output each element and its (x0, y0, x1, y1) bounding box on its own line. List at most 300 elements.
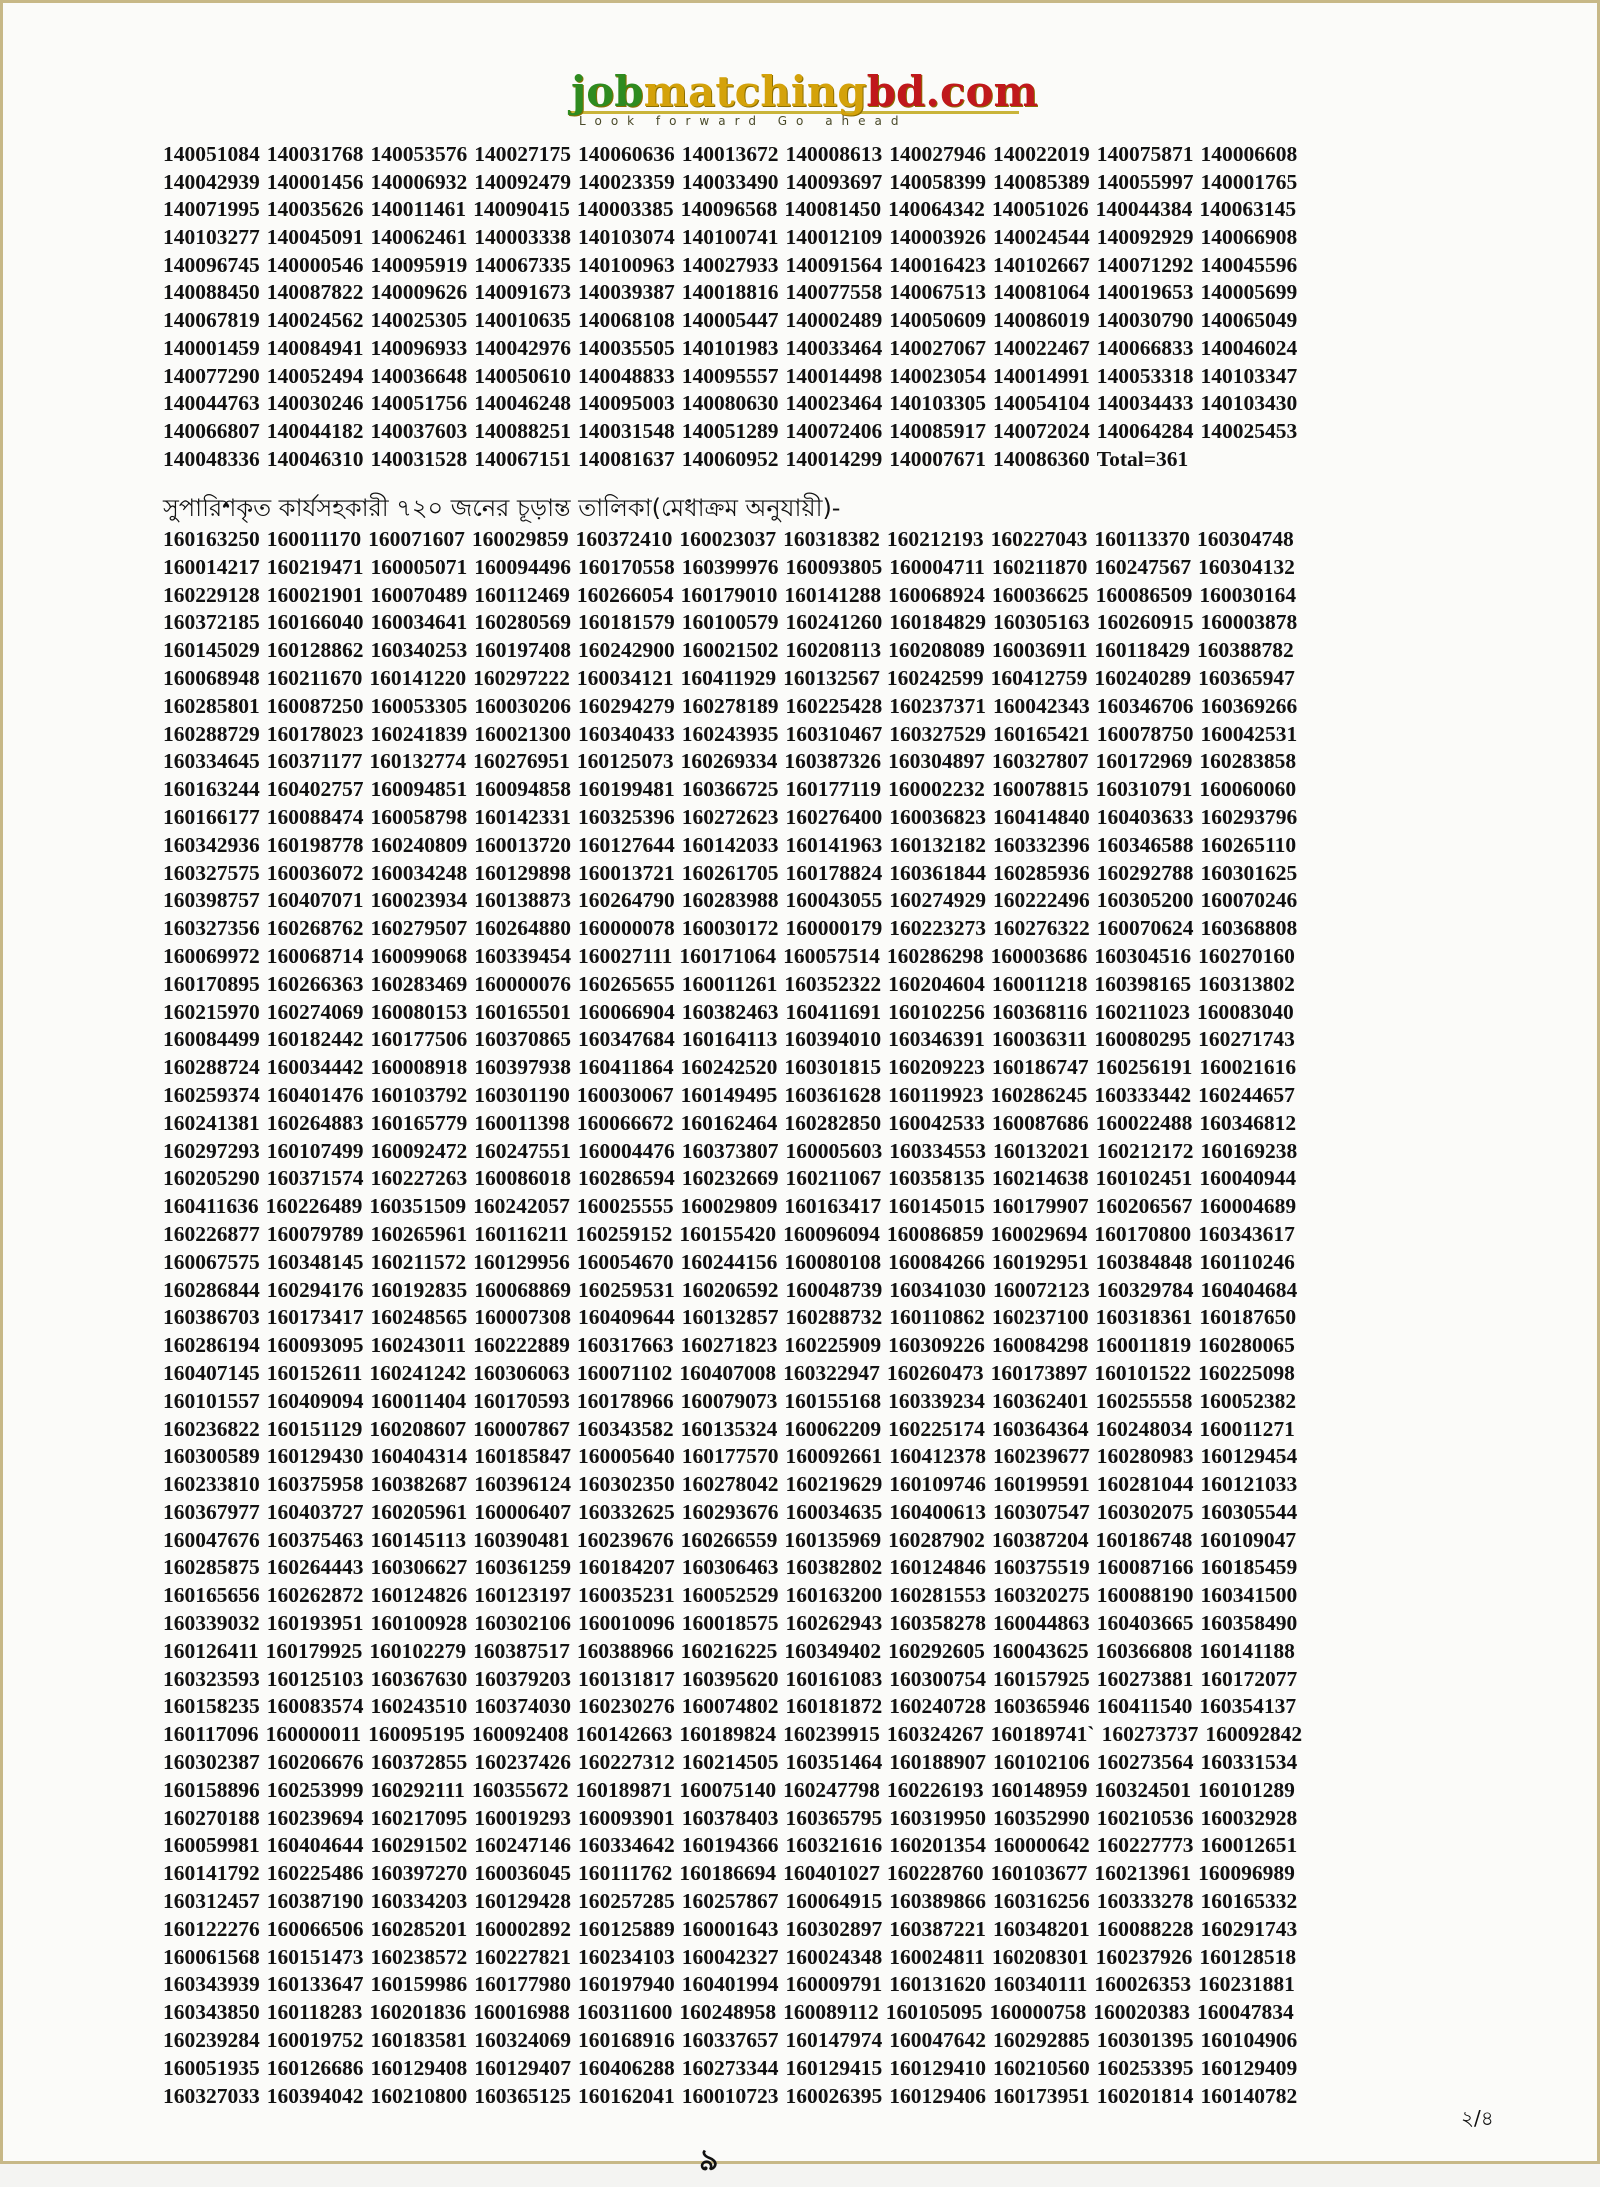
roll-list-section-2 (163, 526, 1453, 2110)
roll-number: 160279507 (370, 916, 468, 941)
roll-number: 160034248 (370, 860, 468, 885)
roll-number: 160348201 (993, 1916, 1090, 1941)
roll-number: 160343850 (163, 2000, 260, 2025)
roll-number: 160163417 (784, 1194, 882, 1219)
roll-number: 140095557 (681, 363, 779, 388)
roll-number: 160201836 (369, 2000, 467, 2025)
roll-number: 160302350 (578, 1472, 675, 1497)
roll-number: 140060952 (681, 446, 779, 471)
roll-number: 160011271 (1199, 1416, 1295, 1441)
roll-number: 160094851 (370, 777, 468, 802)
roll-number: 160208113 (785, 638, 882, 663)
roll-number: 160117096 (163, 1722, 259, 1747)
roll-number: 160169238 (1200, 1138, 1298, 1163)
roll-number: 140096568 (680, 197, 778, 222)
roll-number: 160093805 (785, 554, 883, 579)
roll-number: 160036072 (266, 860, 364, 885)
roll-number: 160367977 (163, 1499, 260, 1524)
roll-number: 160021616 (1199, 1055, 1297, 1080)
roll-number: 160074802 (681, 1694, 779, 1719)
roll-number: 160159986 (370, 1972, 468, 1997)
roll-number: 140072024 (993, 418, 1090, 443)
roll-number: 160237371 (889, 693, 986, 718)
roll-number: 160173951 (993, 2083, 1090, 2108)
roll-number: 160334645 (163, 749, 260, 774)
roll-number: 160029809 (680, 1194, 778, 1219)
roll-number: 140092929 (1096, 225, 1194, 250)
roll-number: 160237426 (474, 1750, 571, 1775)
roll-number: 160119923 (888, 1082, 984, 1107)
number-row (163, 1916, 1453, 1944)
roll-number: 160286594 (578, 1166, 675, 1191)
roll-number: 140003926 (889, 225, 986, 250)
roll-number: 160339234 (888, 1388, 985, 1413)
roll-number: 160177980 (474, 1972, 571, 1997)
number-row (163, 446, 1453, 474)
roll-number: 160226193 (886, 1777, 984, 1802)
roll-number: 160227263 (370, 1166, 468, 1191)
roll-number: 160297222 (473, 665, 570, 690)
roll-number: 160211572 (370, 1249, 467, 1274)
roll-number: 140034433 (1096, 391, 1194, 416)
roll-number: 160208607 (369, 1416, 467, 1441)
roll-number: 160244156 (680, 1249, 778, 1274)
roll-number: 160397938 (474, 1055, 571, 1080)
roll-number: 160178824 (785, 860, 883, 885)
roll-number: 160293796 (1200, 804, 1298, 829)
roll-number: 160010723 (681, 2083, 779, 2108)
roll-number: 140064284 (1096, 418, 1194, 443)
roll-number: 160351464 (785, 1750, 883, 1775)
roll-number: 160092472 (370, 1138, 468, 1163)
roll-number: 160333278 (1096, 1889, 1194, 1914)
roll-number: 140077290 (163, 363, 260, 388)
roll-number: 160087250 (266, 693, 364, 718)
roll-number: 160123197 (474, 1583, 571, 1608)
roll-number: 160162464 (680, 1110, 778, 1135)
number-row (163, 1749, 1453, 1777)
roll-number: 160043055 (785, 888, 883, 913)
roll-number: 160271823 (680, 1333, 778, 1358)
roll-number: 160412759 (990, 665, 1088, 690)
roll-number: 160327529 (889, 721, 986, 746)
roll-number: 160101557 (163, 1388, 260, 1413)
roll-number: 160165501 (474, 999, 571, 1024)
roll-number: 160318382 (783, 527, 880, 551)
roll-number: 160276400 (785, 804, 883, 829)
roll-number: 160373807 (681, 1138, 779, 1163)
roll-number: 160227043 (990, 527, 1088, 551)
logo-tagline: Look forward Go ahead (571, 111, 1019, 128)
roll-number: 160287902 (888, 1527, 985, 1552)
roll-number: 140010635 (474, 308, 571, 333)
roll-number: 160278189 (681, 693, 779, 718)
roll-number: 160382802 (785, 1555, 883, 1580)
roll-number: 160401994 (681, 1972, 779, 1997)
roll-number: 140001456 (266, 169, 364, 194)
roll-number: 160096094 (783, 1221, 880, 1246)
roll-number: 160257867 (681, 1889, 779, 1914)
roll-number: 160129408 (370, 2055, 468, 2080)
roll-number: 160192835 (370, 1277, 468, 1302)
roll-number: 160178966 (576, 1388, 674, 1413)
roll-number: 160179907 (991, 1194, 1089, 1219)
roll-number: 160018575 (681, 1611, 779, 1636)
roll-number: 140088251 (474, 418, 571, 443)
roll-number: 160187650 (1199, 1305, 1297, 1330)
roll-number: 160347684 (578, 1027, 675, 1052)
number-row (163, 609, 1453, 637)
roll-number: 160000179 (785, 916, 883, 941)
roll-number: 160260473 (886, 1360, 984, 1385)
roll-number: 160205290 (163, 1166, 260, 1191)
roll-number: 160312457 (163, 1889, 260, 1914)
number-row (163, 1054, 1453, 1082)
roll-number: 160343582 (576, 1416, 674, 1441)
roll-number: 160278042 (681, 1472, 779, 1497)
roll-number: 160394010 (784, 1027, 882, 1052)
roll-number: 160346812 (1199, 1110, 1297, 1135)
roll-number: 160219629 (785, 1472, 883, 1497)
roll-number: 160092661 (785, 1444, 883, 1469)
roll-number: 160371574 (266, 1166, 364, 1191)
roll-number: 160068948 (163, 665, 260, 690)
roll-number: 160259152 (575, 1221, 673, 1246)
roll-number: 160351509 (369, 1194, 467, 1219)
roll-number: 160070246 (1200, 888, 1298, 913)
roll-number: 160132774 (369, 749, 467, 774)
roll-number: 160346588 (1096, 832, 1194, 857)
roll-number: 160242599 (886, 665, 984, 690)
roll-number: 160155168 (784, 1388, 882, 1413)
roll-number: 160222496 (993, 888, 1090, 913)
roll-number: 160274069 (266, 999, 364, 1024)
roll-number: 140042976 (474, 335, 571, 360)
roll-number: 160241381 (163, 1110, 260, 1135)
roll-number: 160398165 (1094, 971, 1192, 996)
roll-number: 160305200 (1096, 888, 1194, 913)
roll-number: 160387204 (991, 1527, 1089, 1552)
roll-number: 140035505 (578, 335, 675, 360)
number-row (163, 1944, 1453, 1972)
roll-number: 160327033 (163, 2083, 260, 2108)
roll-number: 140023464 (785, 391, 883, 416)
section-heading: সুপারিশকৃত কার্যসহকারী ৭২০ জনের চূড়ান্ত তালিকা(মেধাক্রম অনুযায়ী)- (163, 494, 841, 522)
roll-number: 160011170 (266, 527, 362, 551)
roll-number: 140081450 (784, 197, 882, 222)
roll-number: 160068714 (266, 943, 364, 968)
roll-number: 160029694 (990, 1221, 1088, 1246)
roll-number: 160317663 (576, 1333, 674, 1358)
roll-number: 160158896 (163, 1777, 260, 1802)
roll-number: 160407071 (266, 888, 364, 913)
roll-number: 160386703 (163, 1305, 260, 1330)
roll-number: 160165421 (993, 721, 1090, 746)
roll-number: 140066908 (1200, 225, 1298, 250)
roll-number: 160271743 (1198, 1027, 1295, 1052)
roll-number: 140062461 (370, 225, 468, 250)
roll-number: 160239284 (163, 2028, 260, 2053)
roll-number: 160211870 (991, 554, 1088, 579)
roll-number: 140008613 (785, 142, 883, 166)
roll-number: 160411864 (578, 1055, 674, 1080)
roll-number: 160401476 (266, 1082, 364, 1107)
roll-number: 160241839 (370, 721, 468, 746)
roll-number: 160205961 (370, 1499, 468, 1524)
roll-number: 160083574 (266, 1694, 364, 1719)
roll-number: 160411540 (1096, 1694, 1193, 1719)
roll-number: 160126411 (163, 1638, 259, 1663)
roll-number: 160021901 (266, 582, 364, 607)
number-row (163, 693, 1453, 721)
roll-number: 160327807 (991, 749, 1089, 774)
roll-number: 140023359 (578, 169, 675, 194)
roll-number: 140011461 (370, 197, 467, 222)
roll-number: 160243011 (370, 1333, 467, 1358)
roll-number: 160261705 (681, 860, 779, 885)
roll-number: 160304748 (1196, 527, 1294, 551)
roll-number: 160270160 (1198, 943, 1295, 968)
roll-number: 160021300 (474, 721, 571, 746)
roll-number: 160215970 (163, 999, 260, 1024)
roll-number: 140046310 (266, 446, 364, 471)
roll-number: 160189824 (679, 1722, 777, 1747)
roll-number: 160089112 (783, 2000, 879, 2025)
roll-number: 160339032 (163, 1611, 260, 1636)
roll-number: 160094496 (474, 554, 571, 579)
roll-number: 160141963 (785, 832, 883, 857)
roll-number: 160118283 (266, 2000, 363, 2025)
roll-number: 160000758 (989, 2000, 1087, 2025)
roll-number: 160189741` (990, 1722, 1095, 1747)
roll-number: 160247551 (474, 1138, 571, 1163)
roll-number: 160333442 (1094, 1082, 1192, 1107)
roll-number: 160352990 (993, 1805, 1090, 1830)
roll-number: 160343939 (163, 1972, 260, 1997)
roll-number: 160239915 (783, 1722, 880, 1747)
roll-number: 160213961 (1094, 1861, 1192, 1886)
roll-number: 160364364 (991, 1416, 1089, 1441)
roll-number: 140058399 (889, 169, 986, 194)
roll-number: 160409644 (578, 1305, 675, 1330)
roll-number: 140024544 (993, 225, 1090, 250)
roll-number: 160226877 (163, 1221, 260, 1246)
roll-number: 160283988 (681, 888, 779, 913)
roll-number: 140100741 (681, 225, 779, 250)
roll-number: 140092479 (474, 169, 571, 194)
roll-number: 160132857 (681, 1305, 779, 1330)
number-row (163, 776, 1453, 804)
roll-number: 160239694 (266, 1805, 364, 1830)
roll-number: 160210536 (1096, 1805, 1194, 1830)
roll-number: 160186747 (991, 1055, 1089, 1080)
roll-number: 160211670 (266, 665, 363, 690)
number-row (163, 1165, 1453, 1193)
roll-number: 160409094 (266, 1388, 364, 1413)
roll-number: 160225486 (266, 1861, 364, 1886)
roll-number: 160240809 (370, 832, 468, 857)
roll-number: 160366808 (1095, 1638, 1193, 1663)
roll-number: 160011261 (681, 971, 778, 996)
roll-number: 160087686 (991, 1110, 1089, 1135)
roll-number: 160128862 (266, 638, 364, 663)
roll-number: 160088474 (266, 804, 364, 829)
roll-number: 160163250 (163, 527, 260, 551)
roll-number: 160389866 (889, 1889, 986, 1914)
roll-number: 160181579 (578, 610, 675, 635)
roll-number: 160306627 (370, 1555, 468, 1580)
roll-number: 160302106 (474, 1611, 571, 1636)
roll-number: 160000078 (578, 916, 675, 941)
roll-number: 140039387 (578, 280, 675, 305)
roll-number: 160273737 (1101, 1722, 1199, 1747)
roll-number: 140080630 (681, 391, 779, 416)
roll-number: 160370865 (474, 1027, 571, 1052)
roll-number: 160372855 (370, 1750, 468, 1775)
roll-number: 160032928 (1200, 1805, 1298, 1830)
roll-number: 160019752 (266, 2028, 364, 2053)
roll-number: 160214638 (991, 1166, 1089, 1191)
roll-number: 160170895 (163, 971, 260, 996)
roll-number: 160163200 (785, 1583, 883, 1608)
roll-number: 160036311 (991, 1027, 1088, 1052)
roll-number: 160337657 (681, 2028, 779, 2053)
roll-number: 160212172 (1096, 1138, 1194, 1163)
roll-number: 160005640 (578, 1444, 675, 1469)
number-row (163, 1499, 1453, 1527)
roll-number: 160210560 (993, 2055, 1090, 2080)
roll-number: 160047676 (163, 1527, 260, 1552)
roll-number: 160265961 (370, 1221, 468, 1246)
roll-number: 160204604 (888, 971, 985, 996)
roll-number: 140072406 (785, 418, 883, 443)
roll-number: 140014299 (785, 446, 883, 471)
roll-number: 160133647 (266, 1972, 364, 1997)
roll-number: 140060636 (578, 142, 675, 166)
roll-number: 160086018 (474, 1166, 571, 1191)
roll-number: 160141220 (369, 665, 467, 690)
roll-number: 160411929 (680, 665, 777, 690)
roll-number: 160066904 (578, 999, 675, 1024)
roll-number: 160127644 (578, 832, 675, 857)
roll-number: 160406288 (578, 2055, 675, 2080)
roll-number: 140090415 (473, 197, 570, 222)
roll-number: 160088228 (1096, 1916, 1194, 1941)
roll-number: 160262872 (266, 1583, 364, 1608)
roll-number: 160020383 (1093, 2000, 1190, 2025)
roll-number: 140101983 (681, 335, 779, 360)
roll-number: 160281553 (889, 1583, 986, 1608)
number-row (163, 335, 1453, 363)
roll-number: 160309226 (888, 1333, 985, 1358)
site-logo[interactable] (571, 69, 1041, 129)
roll-number: 160340253 (370, 638, 468, 663)
roll-number: 160225428 (785, 693, 883, 718)
roll-number: 140075871 (1096, 142, 1194, 166)
roll-number: 160000642 (993, 1833, 1090, 1858)
roll-number: 140051026 (991, 197, 1089, 222)
roll-number: 160276951 (473, 749, 570, 774)
roll-number: 160379203 (474, 1666, 571, 1691)
roll-number: 160346391 (888, 1027, 985, 1052)
roll-number: 160131817 (578, 1666, 675, 1691)
roll-number: 160403633 (1096, 804, 1194, 829)
roll-number: 140048336 (163, 446, 260, 471)
roll-number: 160112469 (474, 582, 570, 607)
roll-number: 140091673 (474, 280, 571, 305)
roll-number: 140000546 (266, 252, 364, 277)
roll-number: 160414840 (993, 804, 1090, 829)
roll-number: 160342936 (163, 832, 260, 857)
roll-number: 140050609 (889, 308, 986, 333)
roll-number: 160407008 (679, 1360, 777, 1385)
roll-number: 160397270 (370, 1861, 468, 1886)
roll-number: 160265655 (578, 971, 675, 996)
roll-number: 160068869 (474, 1277, 571, 1302)
bottom-mark: ৯ (699, 2143, 719, 2178)
number-row (163, 279, 1453, 307)
number-row (163, 1777, 1453, 1805)
roll-number: 140005699 (1200, 280, 1298, 305)
roll-number: 160243935 (681, 721, 779, 746)
roll-number: 140031548 (578, 418, 675, 443)
roll-number: 160002892 (474, 1916, 571, 1941)
number-row (163, 2055, 1453, 2083)
roll-number: 160339454 (474, 943, 571, 968)
roll-number: 160036823 (889, 804, 986, 829)
roll-number: 160253395 (1096, 2055, 1194, 2080)
roll-number: 160292111 (370, 1777, 465, 1802)
number-row (163, 582, 1453, 610)
roll-number: 160109746 (889, 1472, 986, 1497)
roll-number: 140071292 (1096, 252, 1194, 277)
roll-number: 140027933 (681, 252, 779, 277)
roll-number: 160072123 (993, 1277, 1090, 1302)
roll-number: 160099068 (370, 943, 468, 968)
roll-number: 160062209 (784, 1416, 882, 1441)
roll-number: 140006608 (1200, 142, 1298, 166)
roll-number: 160166040 (266, 610, 364, 635)
roll-number: 160124846 (889, 1555, 986, 1580)
number-row (163, 1110, 1453, 1138)
roll-number: 160170593 (473, 1388, 570, 1413)
roll-number: 160140782 (1200, 2083, 1298, 2108)
roll-number: 160216225 (680, 1638, 778, 1663)
number-row (163, 1082, 1453, 1110)
roll-number: 160352322 (784, 971, 882, 996)
roll-number: 160026353 (1094, 1972, 1192, 1997)
roll-number: 160304516 (1094, 943, 1192, 968)
roll-number: 160368116 (991, 999, 1088, 1024)
roll-number: 160288732 (785, 1305, 883, 1330)
roll-number: 160142663 (575, 1722, 673, 1747)
roll-number: 160135969 (784, 1527, 882, 1552)
roll-number: 160241260 (785, 610, 883, 635)
number-row (163, 1527, 1453, 1555)
roll-number: 160310467 (785, 721, 883, 746)
roll-number: 160054670 (576, 1249, 674, 1274)
roll-number: 160124826 (370, 1583, 468, 1608)
roll-number: 160101522 (1094, 1360, 1192, 1385)
roll-number: 160103677 (990, 1861, 1088, 1886)
number-row (163, 1554, 1453, 1582)
roll-number: 160129415 (785, 2055, 883, 2080)
roll-number: 160145113 (370, 1527, 467, 1552)
roll-number: 160021502 (681, 638, 779, 663)
roll-number: 160368808 (1200, 916, 1298, 941)
roll-number: 140045091 (266, 225, 364, 250)
roll-number: 160084298 (991, 1333, 1089, 1358)
